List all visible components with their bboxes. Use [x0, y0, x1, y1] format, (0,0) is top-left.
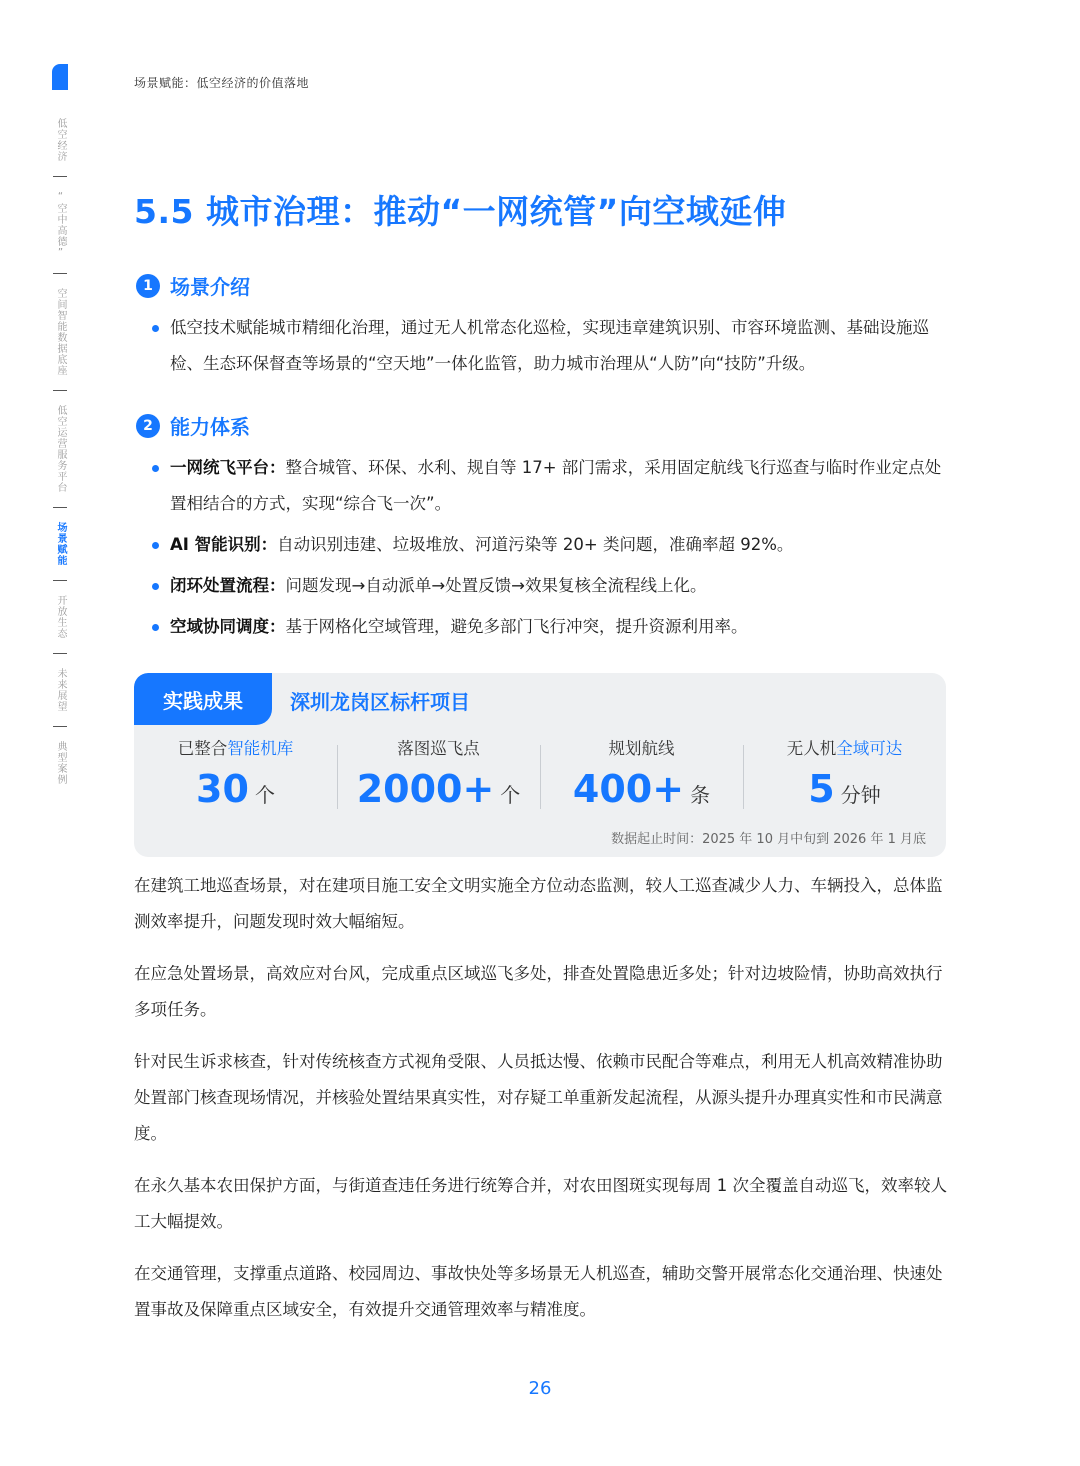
bullet-bold-lead: 闭环处置流程： — [170, 576, 286, 595]
stat-value — [337, 767, 540, 819]
section-label: 场景介绍 — [170, 275, 250, 299]
bullet-text: 自动识别违建、垃圾堆放、河道污染等 20+ 类问题，准确率超 92%。 — [277, 535, 794, 554]
stat-label-text: 规划航线 — [608, 739, 675, 758]
side-nav-item-future-outlook[interactable]: 未来展望 — [55, 668, 66, 712]
running-header: 场景赋能：低空经济的价值落地 — [134, 76, 310, 90]
body-paragraph: 在应急处置场景，高效应对台风，完成重点区域巡飞多处，排查处置隐患近多处；针对边坡险情，协助高效执行多项任务。 — [134, 964, 943, 1019]
data-period-note: 数据起止时间：2025 年 10 月中旬到 2026 年 1 月底 — [611, 832, 926, 847]
list-item — [150, 568, 950, 604]
body-paragraph: 在建筑工地巡查场景，对在建项目施工安全文明实施全方位动态监测，较人工巡查减少人力、车辆投入，总体监测效率提升，问题发现时效大幅缩短。 — [134, 876, 943, 931]
bullet-dot-icon — [152, 542, 159, 549]
page-number: 26 — [528, 1378, 552, 1399]
body-paragraph: 针对民生诉求核查，针对传统核查方式视角受限、人员抵达慢、依赖市民配合等难点，利用无人机高效精准协助处置部门核查现场情况，并核验处置结果真实性，对存疑工单重新发起流程，从源头提升办理真实性和市民满意度。 — [134, 1052, 943, 1143]
side-nav-divider — [53, 653, 67, 654]
side-nav-item-air-amap[interactable]: “空中高德” — [55, 191, 66, 259]
list-item — [150, 527, 950, 563]
side-nav-divider — [53, 507, 67, 508]
bullet-text: 基于网格化空域管理，避免多部门飞行冲突，提升资源利用率。 — [285, 617, 748, 636]
stat-label-text: 已整合 — [177, 739, 228, 758]
practice-tag: 实践成果 — [134, 673, 272, 725]
section-heading-capability — [136, 411, 250, 440]
body-paragraph: 在交通管理，支撑重点道路、校园周边、事故快处等多场景无人机巡查，辅助交警开展常态化交通治理、快速处置事故及保障重点区域安全，有效提升交通管理效率与精准度。 — [134, 1264, 943, 1319]
stat-label — [540, 737, 743, 761]
section-heading-intro — [136, 271, 250, 300]
page-title: 5.5 城市治理：推动“一网统管”向空域延伸 — [134, 192, 787, 231]
stat-item — [540, 737, 743, 817]
list-item — [150, 310, 950, 382]
section-number-badge: 2 — [136, 414, 160, 438]
stat-label-text: 无人机 — [786, 739, 837, 758]
side-nav-divider — [53, 273, 67, 274]
bullet-dot-icon — [152, 325, 159, 332]
body-paragraph: 在永久基本农田保护方面，与街道查违任务进行统筹合并，对农田图斑实现每周 1 次全覆盖自动巡飞，效率较人工大幅提效。 — [134, 1176, 947, 1231]
side-nav — [44, 118, 76, 785]
stat-label-text: 落图巡飞点 — [397, 739, 480, 758]
stat-item — [337, 737, 540, 817]
list-item — [150, 450, 950, 522]
bullet-bold-lead: 一网统飞平台： — [170, 458, 286, 477]
bullet-dot-icon — [152, 624, 159, 631]
bullet-text: 整合城管、环保、水利、规自等 17+ 部门需求，采用固定航线飞行巡查与临时作业定点处置相结合的方式，实现“综合飞一次”。 — [170, 458, 942, 513]
bullet-bold-lead: 空域协同调度： — [170, 617, 286, 636]
stat-label — [134, 737, 337, 761]
stat-label — [743, 737, 946, 761]
section-label: 能力体系 — [170, 415, 250, 439]
stat-unit: 条 — [690, 783, 711, 807]
stat-number: 5 — [808, 767, 835, 811]
side-nav-divider — [53, 176, 67, 177]
side-nav-item-open-ecosystem[interactable]: 开放生态 — [55, 595, 66, 639]
bullet-bold-lead: AI 智能识别： — [170, 535, 278, 554]
bullet-text: 低空技术赋能城市精细化治理，通过无人机常态化巡检，实现违章建筑识别、市容环境监测、基础设施巡检、生态环保督查等场景的“空天地”一体化监管，助力城市治理从“人防”向“技防”升级。 — [170, 318, 929, 373]
side-nav-divider — [53, 390, 67, 391]
stat-number: 30 — [196, 767, 249, 811]
side-nav-item-spatial-data-base[interactable]: 空间智能数据底座 — [55, 288, 66, 376]
stat-value — [540, 767, 743, 819]
stat-value — [743, 767, 946, 819]
stat-number: 400+ — [572, 767, 685, 811]
practice-title: 深圳龙岗区标杆项目 — [290, 690, 470, 714]
capability-bullet-list — [150, 450, 950, 645]
side-nav-item-scenario-empowerment[interactable]: 场景赋能 — [55, 522, 66, 566]
stat-number: 2000+ — [356, 767, 495, 811]
side-nav-divider — [53, 726, 67, 727]
bullet-dot-icon — [152, 583, 159, 590]
header-tab-marker — [52, 64, 68, 90]
stat-unit: 分钟 — [840, 783, 881, 807]
section-number-badge: 1 — [136, 274, 160, 298]
side-nav-divider — [53, 580, 67, 581]
intro-bullet-list — [150, 310, 950, 382]
list-item — [150, 609, 950, 645]
side-nav-item-typical-cases[interactable]: 典型案例 — [55, 741, 66, 785]
stat-label-highlight: 智能机库 — [227, 739, 294, 758]
stat-value — [134, 767, 337, 819]
stats-row — [134, 737, 946, 817]
stat-item — [743, 737, 946, 817]
bullet-text: 问题发现→自动派单→处置反馈→效果复核全流程线上化。 — [285, 576, 707, 595]
stat-unit: 个 — [500, 783, 521, 807]
stat-label — [337, 737, 540, 761]
bullet-dot-icon — [152, 465, 159, 472]
practice-results-card — [134, 673, 946, 857]
stat-unit: 个 — [254, 783, 275, 807]
stat-item — [134, 737, 337, 817]
side-nav-item-low-altitude-economy[interactable]: 低空经济 — [55, 118, 66, 162]
side-nav-item-operation-platform[interactable]: 低空运营服务平台 — [55, 405, 66, 493]
stat-label-highlight: 全域可达 — [836, 739, 903, 758]
